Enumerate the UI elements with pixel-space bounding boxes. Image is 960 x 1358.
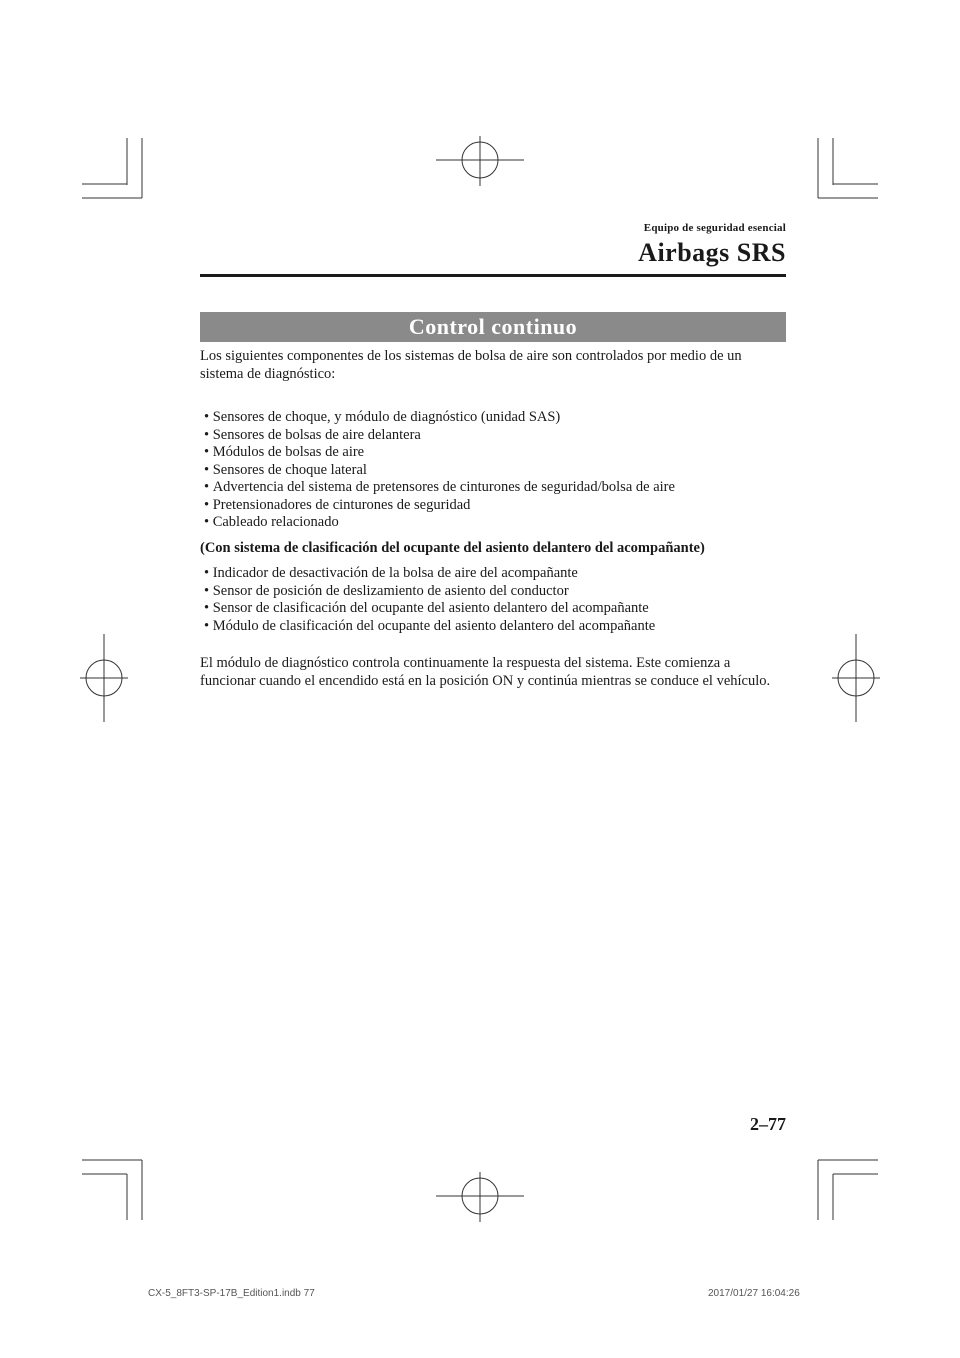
list-item: • Indicador de desactivación de la bolsa de aire del acompañante xyxy=(204,565,786,583)
list-item: • Pretensionadores de cinturones de seguridad xyxy=(204,497,786,515)
subheading: (Con sistema de clasificación del ocupante del asiento delantero del acompañante) xyxy=(200,539,705,556)
header-rule xyxy=(200,274,786,277)
section-label: Equipo de seguridad esencial xyxy=(643,222,786,234)
page-content xyxy=(200,348,786,690)
list-item: • Sensores de choque lateral xyxy=(204,462,786,480)
list-item: • Sensores de choque, y módulo de diagnóstico (unidad SAS) xyxy=(204,409,786,427)
closing-paragraph: El módulo de diagnóstico controla continuamente la respuesta del sistema. Este comienza a funcionar cuando el encendido está en la posición ON y continúa mientras se conduce el vehículo. xyxy=(200,655,771,689)
occupant-component-list xyxy=(200,565,786,635)
list-item: • Módulos de bolsas de aire xyxy=(204,444,786,462)
list-item: • Sensores de bolsas de aire delantera xyxy=(204,427,786,445)
footer-timestamp: 2017/01/27 16:04:26 xyxy=(708,1288,800,1299)
list-item: • Módulo de clasificación del ocupante del asiento delantero del acompañante xyxy=(204,618,786,636)
page-number: 2–77 xyxy=(750,1114,786,1134)
section-banner: Control continuo xyxy=(200,312,786,342)
list-item: • Sensor de clasificación del ocupante del asiento delantero del acompañante xyxy=(204,600,786,618)
intro-paragraph: Los siguientes componentes de los sistemas de bolsa de aire son controlados por medio de un sistema de diagnóstico: xyxy=(200,348,742,382)
list-item: • Cableado relacionado xyxy=(204,514,786,532)
chapter-title: Airbags SRS xyxy=(638,238,786,267)
component-list xyxy=(200,409,786,532)
list-item: • Sensor de posición de deslizamiento de asiento del conductor xyxy=(204,583,786,601)
list-item: • Advertencia del sistema de pretensores de cinturones de seguridad/bolsa de aire xyxy=(204,479,786,497)
footer-file: CX-5_8FT3-SP-17B_Edition1.indb 77 xyxy=(148,1288,315,1299)
